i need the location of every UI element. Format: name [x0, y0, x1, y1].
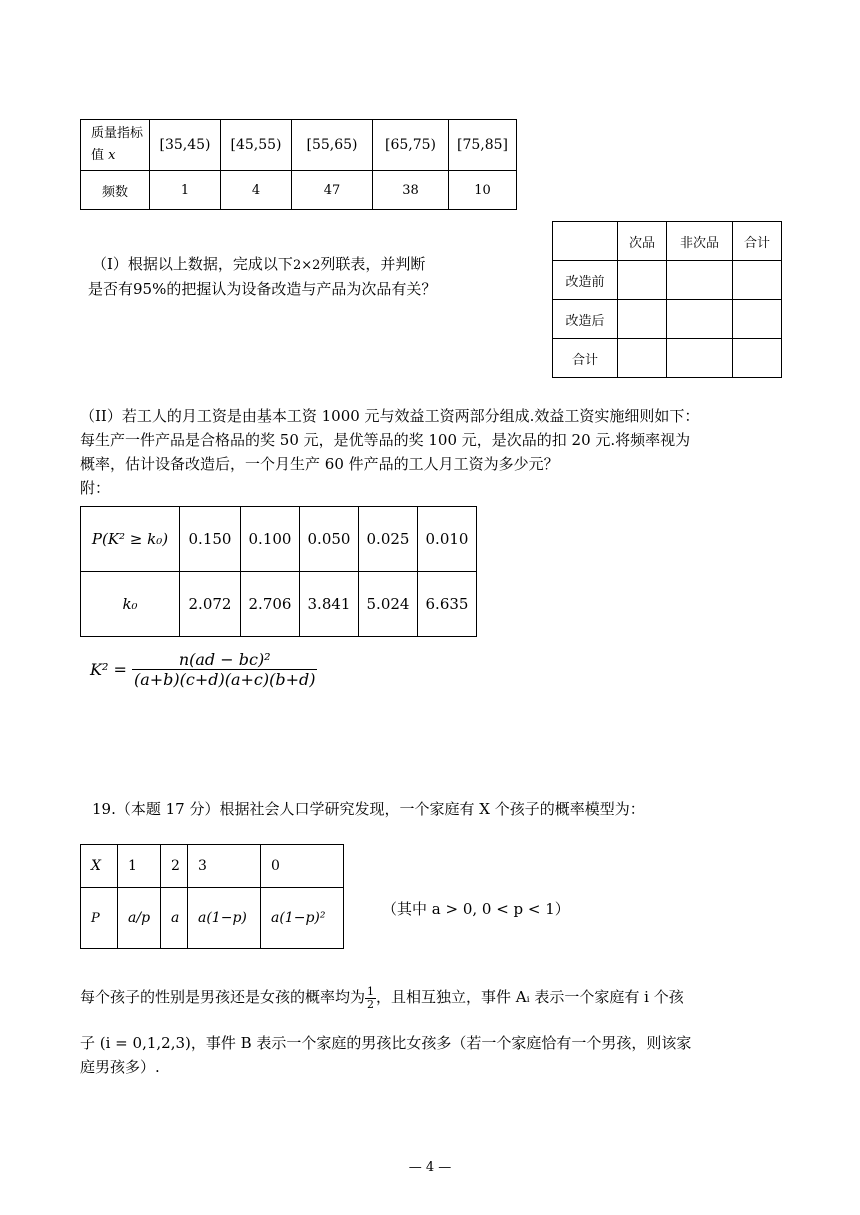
question-1: [92, 252, 532, 278]
blank-cell: [733, 300, 782, 339]
page-number: — 4 —: [408, 1160, 452, 1175]
quality-header-label: 质量指标值: [91, 126, 144, 163]
q2-line3: 概率，估计设备改造后，一个月生产 60 件产品的工人月工资为多少元？: [80, 455, 559, 473]
p-label-cell: P: [81, 888, 118, 949]
formula-numerator: n(ad − bc)²: [132, 650, 318, 670]
p-label-cell: P(K² ≥ k₀): [81, 507, 180, 572]
blank-cell: [618, 261, 667, 300]
p-value-cell: a: [161, 888, 188, 949]
question-19: 19.（本题 17 分）根据社会人口学研究发现，一个家庭有 X 个孩子的概率模型为：: [92, 800, 645, 818]
col-header: 非次品: [667, 222, 733, 261]
freq-label-cell: 频数: [81, 171, 150, 210]
q1-text: （I）根据以上数据，完成以下: [92, 255, 293, 273]
formula-fraction: [132, 650, 318, 689]
freq-cell: 4: [221, 171, 292, 210]
p-value-cell: 0.025: [359, 507, 418, 572]
k-value-cell: 2.706: [241, 572, 300, 637]
interval-cell: [45,55): [221, 120, 292, 171]
final-paragraph-line3: 庭男孩多）.: [80, 1058, 160, 1076]
quality-header-cell: [81, 120, 150, 171]
formula-lhs: K² =: [90, 660, 127, 679]
blank-cell: [733, 339, 782, 378]
blank-cell: [618, 300, 667, 339]
k-value-cell: 3.841: [300, 572, 359, 637]
final-paragraph-line1: [80, 985, 800, 1011]
q1-text-2b: 的把握认为设备改造与产品为次品有关？: [166, 280, 437, 298]
col-header: 次品: [618, 222, 667, 261]
q1-dim: 2×2: [292, 258, 321, 273]
parameter-condition: （其中 a > 0, 0 < p < 1）: [382, 900, 570, 918]
x-label-cell: X: [81, 845, 118, 888]
p-value-cell: a(1−p)²: [261, 888, 344, 949]
freq-cell: 10: [449, 171, 517, 210]
k-label-cell: k₀: [81, 572, 180, 637]
q1-text-2a: 是否有: [88, 280, 134, 298]
interval-cell: [35,45): [150, 120, 221, 171]
row-header: 改造后: [553, 300, 618, 339]
x-value-cell: 3: [188, 845, 261, 888]
formula-denominator: (a+b)(c+d)(a+c)(b+d): [133, 670, 316, 689]
p-value-cell: a/p: [118, 888, 161, 949]
q2-line4: 附：: [80, 479, 111, 497]
interval-cell: [65,75): [373, 120, 449, 171]
half-num: 1: [367, 984, 375, 998]
para-text-1a: 每个孩子的性别是男孩还是女孩的概率均为: [80, 988, 366, 1006]
blank-cell: [667, 300, 733, 339]
quality-frequency-table: [80, 119, 517, 210]
blank-cell: [733, 261, 782, 300]
freq-cell: 38: [373, 171, 449, 210]
interval-cell: [55,65): [292, 120, 373, 171]
critical-value-table: [80, 506, 477, 637]
contingency-table: [552, 221, 782, 378]
x-value-cell: 0: [261, 845, 344, 888]
q1-text-b: 列联表，并判断: [320, 255, 426, 273]
p-value-cell: 0.100: [241, 507, 300, 572]
final-paragraph-line2: 子 (i = 0,1,2,3)，事件 B 表示一个家庭的男孩比女孩多（若一个家庭恰有一个男孩，则该家: [80, 1034, 692, 1052]
p-value-cell: a(1−p): [188, 888, 261, 949]
question-1-line2: [88, 277, 528, 301]
freq-cell: 1: [150, 171, 221, 210]
k-value-cell: 6.635: [418, 572, 477, 637]
corner-cell: [553, 222, 618, 261]
quality-var: x: [108, 148, 116, 163]
question-2: [80, 404, 800, 500]
q2-line2: 每生产一件产品是合格品的奖 50 元，是优等品的奖 100 元，是次品的扣 20 元.将频率视为: [80, 431, 691, 449]
blank-cell: [618, 339, 667, 378]
p-value-cell: 0.050: [300, 507, 359, 572]
para-text-1b: ，且相互独立，事件 Aᵢ 表示一个家庭有 i 个孩: [376, 988, 684, 1006]
x-value-cell: 1: [118, 845, 161, 888]
blank-cell: [667, 261, 733, 300]
k-value-cell: 2.072: [180, 572, 241, 637]
chi-square-formula: [90, 650, 317, 689]
p-value-cell: 0.010: [418, 507, 477, 572]
half-den: 2: [367, 997, 375, 1011]
blank-cell: [667, 339, 733, 378]
q2-line1: （II）若工人的月工资是由基本工资 1000 元与效益工资两部分组成.效益工资实施细则如下：: [80, 407, 700, 425]
k-value-cell: 5.024: [359, 572, 418, 637]
row-header: 改造前: [553, 261, 618, 300]
half-fraction: [365, 986, 376, 1011]
x-value-cell: 2: [161, 845, 188, 888]
row-header: 合计: [553, 339, 618, 378]
freq-cell: 47: [292, 171, 373, 210]
col-header: 合计: [733, 222, 782, 261]
interval-cell: [75,85]: [449, 120, 517, 171]
distribution-table: [80, 844, 344, 949]
p-value-cell: 0.150: [180, 507, 241, 572]
q1-pct: 95%: [133, 280, 167, 298]
